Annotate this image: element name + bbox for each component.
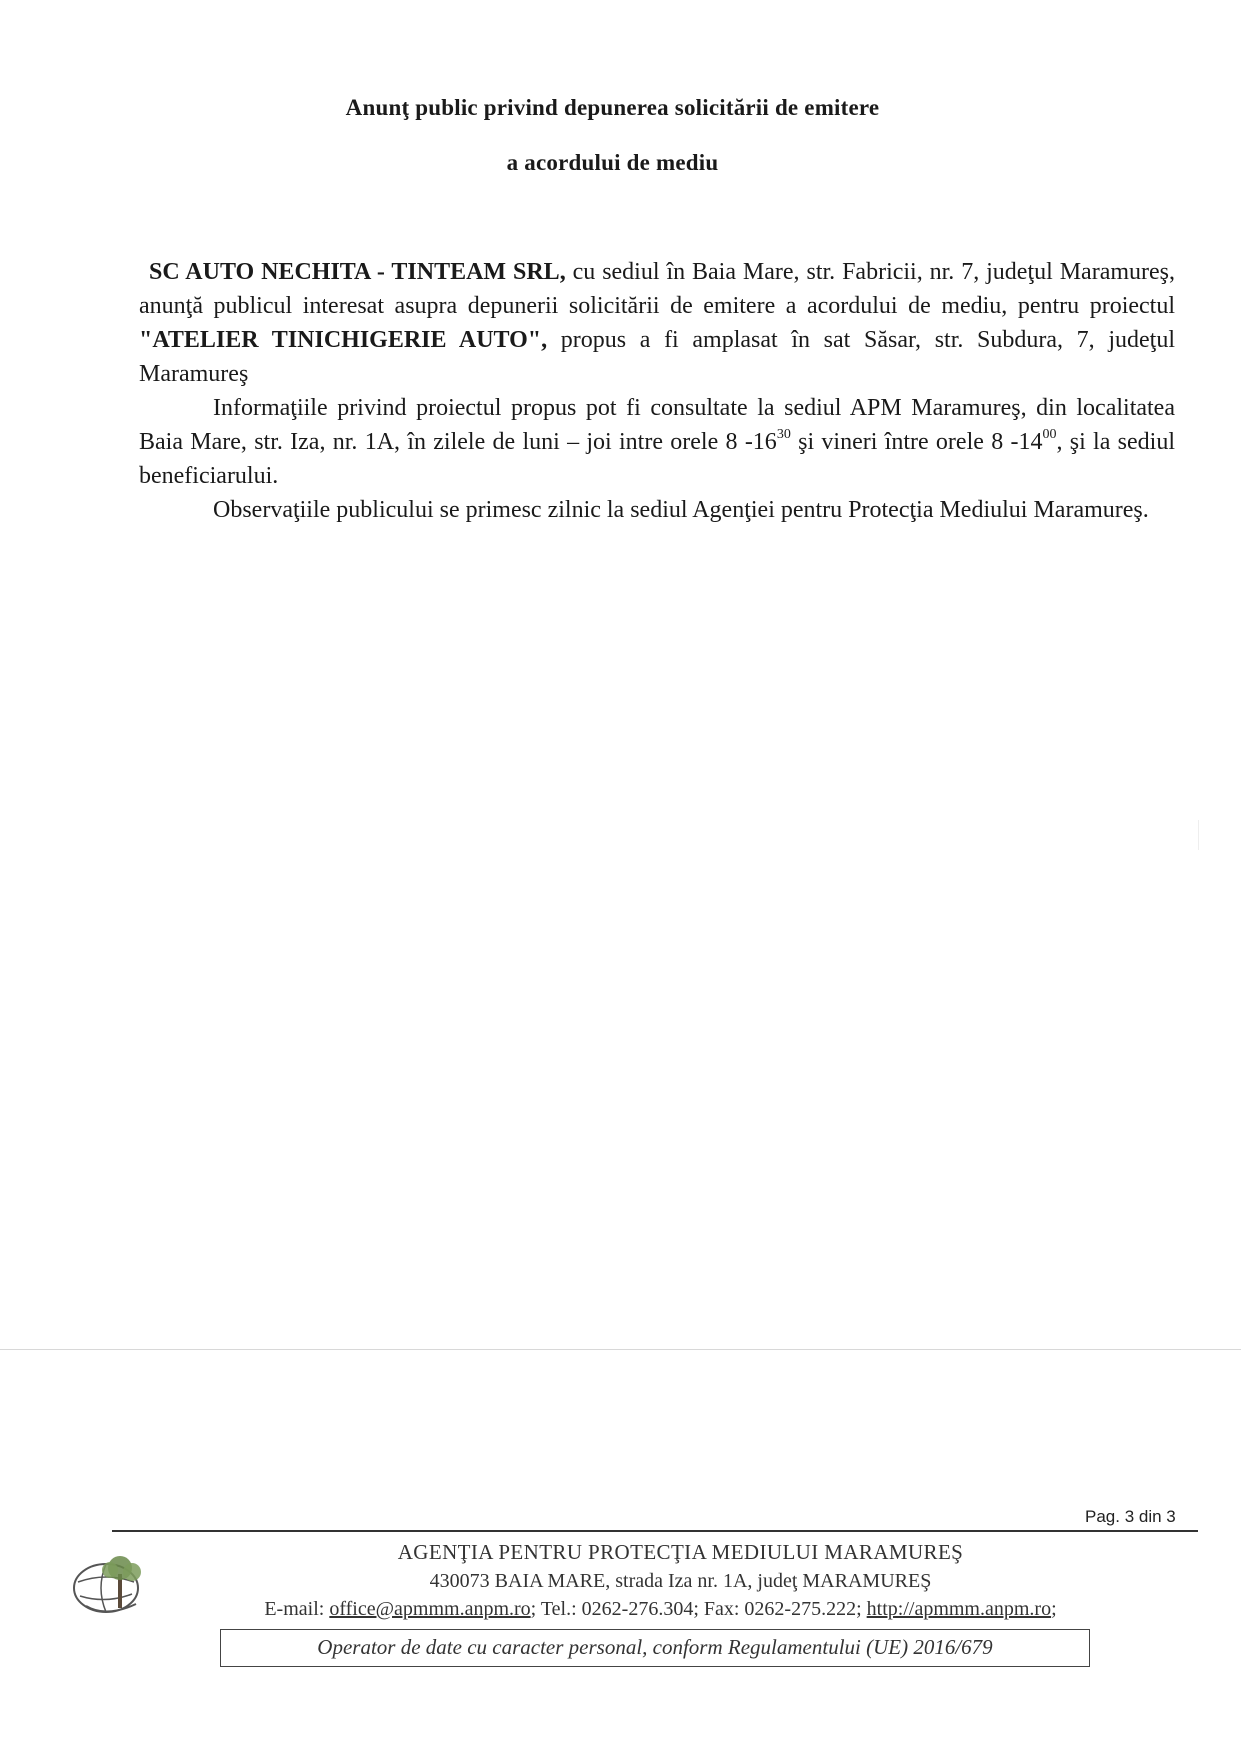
superscript: 00 — [1042, 427, 1057, 442]
paragraph-text: şi vineri între orele 8 -14 — [790, 429, 1043, 455]
website-link[interactable]: http://apmmm.anpm.ro — [866, 1598, 1052, 1620]
paragraph-consultation-info — [139, 391, 1175, 493]
company-name: SC AUTO NECHITA - TINTEAM SRL, — [149, 259, 566, 285]
paragraph-text: Observaţiile publicului se primesc zilnic la sediul Agenţiei pentru Protecţia Mediului Maramureş. — [213, 497, 1149, 523]
announcement-title-line1: Anunţ public privind depunerea solicitării de emitere — [345, 95, 880, 120]
scan-artifact — [1198, 820, 1199, 850]
email-label: E-mail: — [264, 1598, 330, 1620]
agency-address: 430073 BAIA MARE, strada Iza nr. 1A, judeţ MARAMUREŞ — [429, 1570, 932, 1592]
announcement-body — [139, 255, 1175, 527]
paragraph-text: Informaţiile privind proiectul propus pot fi consultate la sediul APM Maramureş, din localitatea Baia Mare, str. Iza, nr. 1A, în zilele de luni – joi intre orele 8 -16 — [139, 395, 1175, 455]
email-link[interactable]: office@apmmm.anpm.ro — [329, 1598, 531, 1620]
paragraph-observations — [139, 493, 1175, 527]
page-separator — [0, 1349, 1241, 1350]
project-name: "ATELIER TINICHIGERIE AUTO", — [139, 327, 548, 353]
page-number: Pag. 3 din 3 — [1085, 1507, 1176, 1526]
contact-phone-fax: ; Tel.: 0262-276.304; Fax: 0262-275.222; — [530, 1598, 867, 1620]
gdpr-notice: Operator de date cu caracter personal, conform Regulamentului (UE) 2016/679 — [220, 1629, 1090, 1667]
superscript: 30 — [776, 427, 791, 442]
agency-contact — [40, 1598, 1241, 1621]
paragraph-text: , şi la sediul beneficiarului. — [139, 429, 1175, 489]
agency-name: AGENŢIA PENTRU PROTECŢIA MEDIULUI MARAMUREŞ — [397, 1540, 964, 1564]
contact-end: ; — [1051, 1598, 1057, 1620]
paragraph-text: propus a fi amplasat în sat Săsar, str. Subdura, 7, judeţul Maramureş — [139, 327, 1175, 387]
announcement-title-line2: a acordului de mediu — [506, 150, 719, 175]
footer-rule — [112, 1530, 1198, 1532]
paragraph-text: cu sediul în Baia Mare, str. Fabricii, nr. 7, judeţul Maramureş, anunţă publicul interesat asupra depunerii solicitării de emitere a acordului de mediu, pentru proiectul — [139, 259, 1176, 319]
paragraph-project-announcement — [139, 255, 1175, 391]
